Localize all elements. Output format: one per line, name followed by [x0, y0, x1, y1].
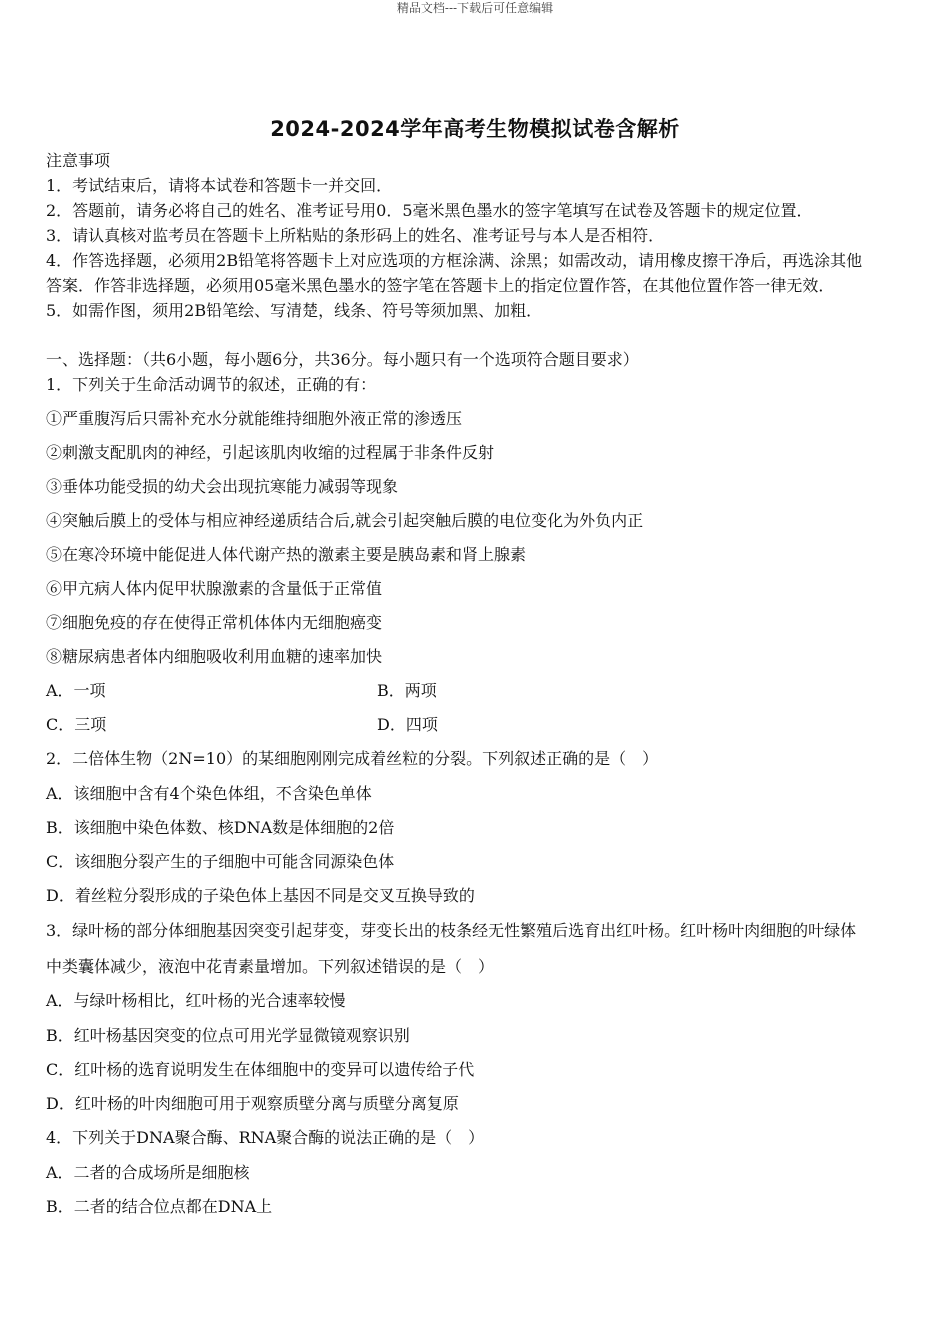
q1-option-d: D．四项	[377, 715, 438, 734]
question-3-stem-line1: 3．绿叶杨的部分体细胞基因突变引起芽变，芽变长出的枝条经无性繁殖后选育出红叶杨。红叶杨叶肉细胞的叶绿体	[46, 921, 857, 940]
q1-statement-1: ①严重腹泻后只需补充水分就能维持细胞外液正常的渗透压	[46, 409, 463, 428]
question-1-stem: 1．下列关于生命活动调节的叙述，正确的有：	[46, 375, 377, 394]
q2-option-c: C．该细胞分裂产生的子细胞中可能含同源染色体	[46, 852, 395, 871]
q3-option-a: A．与绿叶杨相比，红叶杨的光合速率较慢	[46, 991, 346, 1010]
notice-item-2: 2．答题前，请务必将自己的姓名、准考证号用0．5毫米黑色墨水的签字笔填写在试卷及答题卡的规定位置．	[46, 201, 813, 220]
page-header: 精品文档---下载后可任意编辑	[396, 1, 554, 15]
notice-item-1: 1．考试结束后，请将本试卷和答题卡一并交回．	[46, 176, 393, 195]
question-4-stem: 4．下列关于DNA聚合酶、RNA聚合酶的说法正确的是（ ）	[46, 1128, 485, 1147]
q1-statement-6: ⑥甲亢病人体内促甲状腺激素的含量低于正常值	[46, 579, 383, 598]
q1-option-c: C．三项	[46, 715, 107, 734]
q1-statement-8: ⑧糖尿病患者体内细胞吸收利用血糖的速率加快	[46, 647, 383, 666]
notice-item-4: 4．作答选择题，必须用2B铅笔将答题卡上对应选项的方框涂满、涂黑；如需改动，请用橡皮擦干净后，再选涂其他	[46, 251, 863, 270]
q4-option-b: B．二者的结合位点都在DNA上	[46, 1197, 273, 1216]
q1-statement-2: ②刺激支配肌肉的神经，引起该肌肉收缩的过程属于非条件反射	[46, 443, 495, 462]
q2-option-d: D．着丝粒分裂形成的子染色体上基因不同是交叉互换导致的	[46, 886, 475, 905]
q1-option-a: A．一项	[46, 681, 106, 700]
q1-statement-4: ④突触后膜上的受体与相应神经递质结合后,就会引起突触后膜的电位变化为外负内正	[46, 511, 644, 530]
notice-item-4-cont: 答案．作答非选择题，必须用05毫米黑色墨水的签字笔在答题卡上的指定位置作答，在其他位置作答一律无效．	[46, 276, 835, 295]
q2-option-b: B．该细胞中染色体数、核DNA数是体细胞的2倍	[46, 818, 395, 837]
q1-statement-3: ③垂体功能受损的幼犬会出现抗寒能力减弱等现象	[46, 477, 399, 496]
document-title: 2024-2024学年高考生物模拟试卷含解析	[270, 117, 680, 141]
q3-option-d: D．红叶杨的叶肉细胞可用于观察质壁分离与质壁分离复原	[46, 1094, 459, 1113]
q1-statement-7: ⑦细胞免疫的存在使得正常机体体内无细胞癌变	[46, 613, 383, 632]
section-heading: 一、选择题：（共6小题，每小题6分，共36分。每小题只有一个选项符合题目要求）	[46, 350, 639, 369]
q3-option-c: C．红叶杨的选育说明发生在体细胞中的变异可以遗传给子代	[46, 1060, 475, 1079]
notice-heading: 注意事项	[46, 151, 111, 170]
question-3-stem-line2: 中类囊体减少，液泡中花青素量增加。下列叙述错误的是（ ）	[46, 957, 495, 976]
notice-item-3: 3．请认真核对监考员在答题卡上所粘贴的条形码上的姓名、准考证号与本人是否相符．	[46, 226, 665, 245]
notice-item-5: 5．如需作图，须用2B铅笔绘、写清楚，线条、符号等须加黑、加粗．	[46, 301, 543, 320]
question-2-stem: 2．二倍体生物（2N=10）的某细胞刚刚完成着丝粒的分裂。下列叙述正确的是（ ）	[46, 749, 659, 768]
q1-statement-5: ⑤在寒冷环境中能促进人体代谢产热的激素主要是胰岛素和肾上腺素	[46, 545, 527, 564]
q2-option-a: A．该细胞中含有4个染色体组，不含染色单体	[46, 784, 372, 803]
q4-option-a: A．二者的合成场所是细胞核	[46, 1163, 250, 1182]
q1-option-b: B．两项	[377, 681, 437, 700]
q3-option-b: B．红叶杨基因突变的位点可用光学显微镜观察识别	[46, 1026, 410, 1045]
